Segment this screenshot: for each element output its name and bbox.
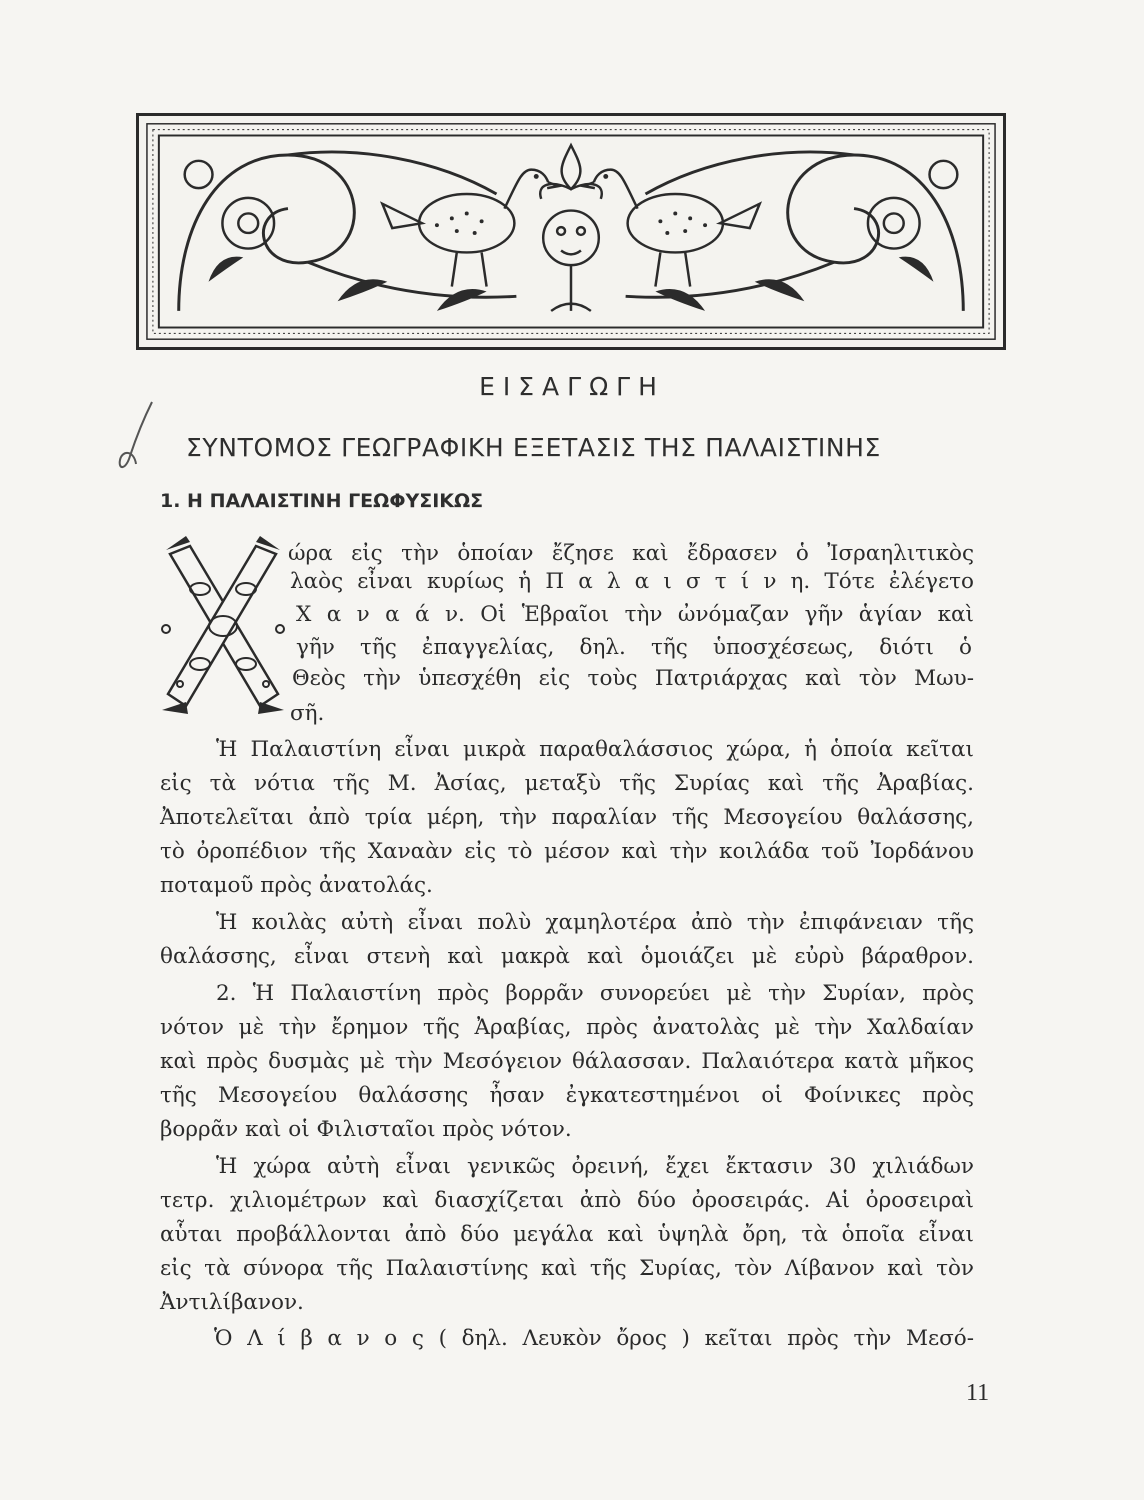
body-line-21: αὗται προβάλλονται ἀπὸ δύο μεγάλα καὶ ὑψηλὰ ὄρη, τὰ ὁποῖα εἶναι <box>160 1222 974 1247</box>
body-line-6: σῆ. <box>290 701 325 726</box>
body-line-2: λαὸς εἶναι κυρίως ἡ Π α λ α ι σ τ ί ν η. Τότε ἐλέγετο <box>290 569 974 594</box>
ornament-birds-vines-illustration <box>139 116 1003 347</box>
body-line-1: ώρα εἰς τὴν ὁποίαν ἔζησε καὶ ἔδρασεν ὁ Ἰσραηλιτικὸς <box>288 541 974 566</box>
ornamental-letter-chi-icon <box>160 534 286 718</box>
body-line-9: Ἀποτελεῖται ἀπὸ τρία μέρη, τὴν παραλίαν τῆς Μεσογείου θαλάσσης, <box>160 805 974 830</box>
body-line-15: νότον μὲ τὴν ἔρημον τῆς Ἀραβίας, πρὸς ἀνατολὰς μὲ τὴν Χαλδαίαν <box>160 1015 974 1040</box>
handwritten-margin-mark <box>114 398 162 476</box>
body-line-11: ποταμοῦ πρὸς ἀνατολάς. <box>160 873 433 898</box>
body-line-19: Ἡ χώρα αὐτὴ εἶναι γενικῶς ὀρεινή, ἔχει ἔκτασιν 30 χιλιάδων <box>216 1154 974 1179</box>
page-number: 11 <box>966 1380 990 1406</box>
body-line-17: τῆς Μεσογείου θαλάσσης ἦσαν ἐγκατεστημένοι οἱ Φοίνικες πρὸς <box>160 1083 974 1108</box>
section-heading: 1. Η ΠΑΛΑΙΣΤΙΝΗ ΓΕΩΦΥΣΙΚΩΣ <box>160 490 484 512</box>
pencil-gamma-mark-icon <box>114 398 162 476</box>
chapter-title: ΕΙΣΑΓΩΓΗ <box>479 372 665 401</box>
body-line-22: εἰς τὰ σύνορα τῆς Παλαιστίνης καὶ τῆς Συρίας, τὸν Λίβανον καὶ τὸν <box>160 1256 974 1281</box>
chapter-subtitle: ΣΥΝΤΟΜΟΣ ΓΕΩΓΡΑΦΙΚΗ ΕΞΕΤΑΣΙΣ ΤΗΣ ΠΑΛΑΙΣΤΙΝΗΣ <box>186 433 881 462</box>
body-line-16: καὶ πρὸς δυσμὰς μὲ τὴν Μεσόγειον θάλασσαν. Παλαιότερα κατὰ μῆκος <box>160 1049 974 1074</box>
body-line-4: γῆν τῆς ἐπαγγελίας, δηλ. τῆς ὑποσχέσεως, διότι ὁ <box>296 635 972 660</box>
body-line-7: Ἡ Παλαιστίνη εἶναι μικρὰ παραθαλάσσιος χώρα, ἡ ὁποία κεῖται <box>216 737 974 762</box>
body-line-10: τὸ ὀροπέδιον τῆς Χαναὰν εἰς τὸ μέσον καὶ τὴν κοιλάδα τοῦ Ἰορδάνου <box>160 839 974 864</box>
body-line-3: Χ α ν α ά ν. Οἱ Ἑβραῖοι τὴν ὠνόμαζαν γῆν ἁγίαν καὶ <box>296 602 974 627</box>
decorative-drop-cap <box>160 534 286 718</box>
body-line-18: βορρᾶν καὶ οἱ Φιλισταῖοι πρὸς νότον. <box>160 1117 572 1142</box>
body-line-5: Θεὸς τὴν ὑπεσχέθη εἰς τοὺς Πατριάρχας καὶ τὸν Μωυ- <box>292 666 974 691</box>
body-line-23: Ἀντιλίβανον. <box>160 1290 304 1315</box>
body-line-20: τετρ. χιλιομέτρων καὶ διασχίζεται ἀπὸ δύο ὀροσειράς. Αἱ ὀροσειραὶ <box>160 1188 974 1213</box>
ornamental-header-banner <box>136 113 1006 350</box>
body-line-8: εἰς τὰ νότια τῆς Μ. Ἀσίας, μεταξὺ τῆς Συρίας καὶ τῆς Ἀραβίας. <box>160 771 974 796</box>
body-line-14: 2. Ἡ Παλαιστίνη πρὸς βορρᾶν συνορεύει μὲ τὴν Συρίαν, πρὸς <box>216 981 974 1006</box>
body-line-12: Ἡ κοιλὰς αὐτὴ εἶναι πολὺ χαμηλοτέρα ἀπὸ τὴν ἐπιφάνειαν τῆς <box>216 910 974 935</box>
body-line-13: θαλάσσης, εἶναι στενὴ καὶ μακρὰ καὶ ὁμοιάζει μὲ εὐρὺ βάραθρον. <box>160 944 974 969</box>
body-line-24: Ὁ Λ ί β α ν ο ς ( δηλ. Λευκὸν ὄρος ) κεῖται πρὸς τὴν Μεσό- <box>214 1326 974 1351</box>
